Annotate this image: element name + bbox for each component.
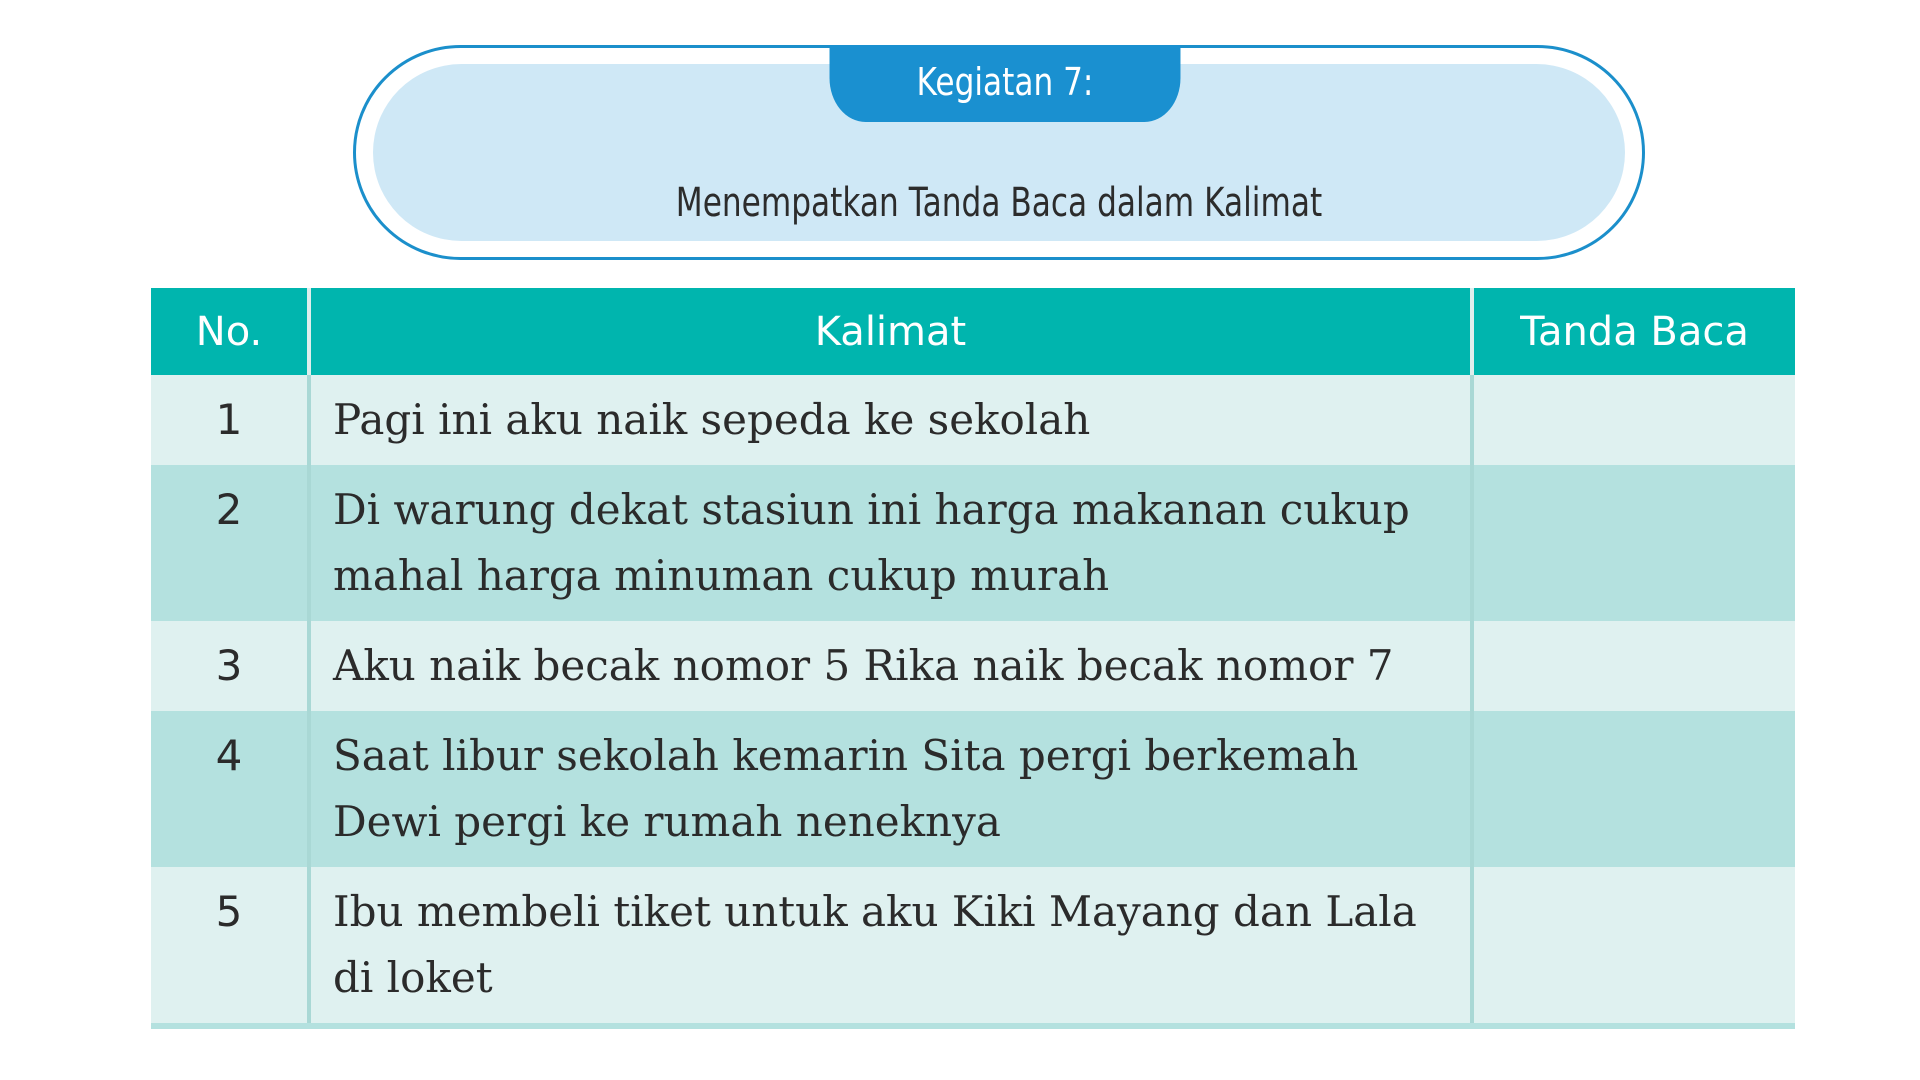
activity-label: Kegiatan 7: — [830, 45, 1181, 122]
row-number: 4 — [151, 711, 309, 867]
table-row — [151, 867, 1795, 1026]
activity-title: Menempatkan Tanda Baca dalam Kalimat — [675, 180, 1323, 226]
table-row — [151, 465, 1795, 621]
row-number: 1 — [151, 375, 309, 465]
row-sentence: Aku naik becak nomor 5 Rika naik becak nomor 7 — [309, 621, 1472, 711]
column-header-no: No. — [151, 288, 309, 375]
row-sentence: Pagi ini aku naik sepeda ke sekolah — [309, 375, 1472, 465]
row-sentence: Ibu membeli tiket untuk aku Kiki Mayang dan Lala di loket — [309, 867, 1472, 1026]
row-sentence: Di warung dekat stasiun ini harga makanan cukup mahal harga minuman cukup murah — [309, 465, 1472, 621]
row-punctuation-answer[interactable] — [1472, 621, 1795, 711]
table-row — [151, 621, 1795, 711]
column-header-sentence: Kalimat — [309, 288, 1472, 375]
punctuation-table — [151, 288, 1795, 1029]
row-punctuation-answer[interactable] — [1472, 375, 1795, 465]
table-row — [151, 375, 1795, 465]
row-number: 2 — [151, 465, 309, 621]
row-number: 5 — [151, 867, 309, 1026]
table-header-row — [151, 288, 1795, 375]
activity-header-box — [353, 45, 1645, 260]
row-punctuation-answer[interactable] — [1472, 465, 1795, 621]
row-punctuation-answer[interactable] — [1472, 867, 1795, 1026]
column-header-punctuation: Tanda Baca — [1472, 288, 1795, 375]
row-sentence: Saat libur sekolah kemarin Sita pergi berkemah Dewi pergi ke rumah neneknya — [309, 711, 1472, 867]
row-number: 3 — [151, 621, 309, 711]
row-punctuation-answer[interactable] — [1472, 711, 1795, 867]
table-row — [151, 711, 1795, 867]
